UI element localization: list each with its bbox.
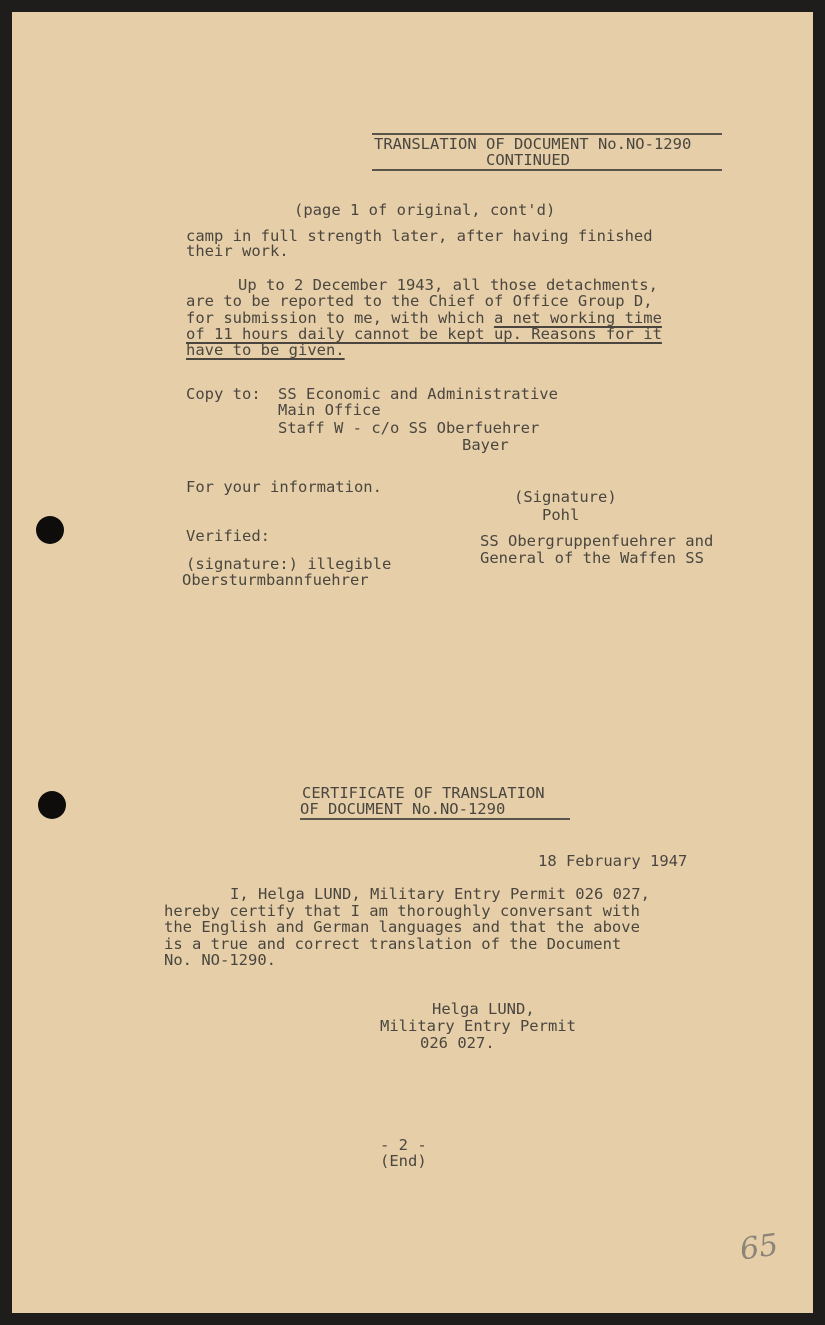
certificate-rule [300,818,570,820]
paragraph2-line3 [186,310,662,326]
paragraph2-line3-underlined: a net working time [493,309,662,327]
end-marker: (End) [380,1152,427,1170]
certificate-body-line4: is a true and correct translation of the Document [164,935,622,953]
certificate-body-line3: the English and German languages and that the above [164,918,640,936]
copy-to-line1: SS Economic and Administrative [278,385,558,403]
paragraph1-line2: their work. [186,242,289,260]
paragraph2-line4: of 11 hours daily cannot be kept up. Reasons for it [186,325,662,343]
for-information: For your information. [186,478,382,496]
paragraph2-line3-plain: for submission to me, with which [186,309,494,327]
paragraph1-line1: camp in full strength later, after having finished [186,227,653,245]
certificate-title: CERTIFICATE OF TRANSLATION [302,784,545,802]
paragraph2-line5: have to be given. [186,341,345,359]
certificate-body-line1: I, Helga LUND, Military Entry Permit 026 027, [230,885,650,903]
copy-to-label: Copy to: [186,385,261,403]
signer-permit: Military Entry Permit [380,1017,576,1035]
page-number: - 2 - [380,1136,427,1154]
certificate-body-line2: hereby certify that I am thoroughly conversant with [164,902,640,920]
signature-label: (Signature) [514,488,617,506]
header-continued: CONTINUED [486,151,570,169]
header-bottom-rule [372,169,722,171]
copy-to-line4: Bayer [462,436,509,454]
copy-to-line2: Main Office [278,401,381,419]
signature-name: Pohl [542,506,580,524]
certificate-body-line5: No. NO-1290. [164,951,276,969]
header-title: TRANSLATION OF DOCUMENT No.NO-1290 [374,135,692,153]
punch-hole-lower [38,791,66,819]
signature-rank2: General of the Waffen SS [480,549,704,567]
certificate-date: 18 February 1947 [538,852,688,870]
certificate-subtitle: OF DOCUMENT No.NO-1290 [300,800,506,818]
verified-label: Verified: [186,527,270,545]
copy-to-line3: Staff W - c/o SS Oberfuehrer [278,419,540,437]
signer-name: Helga LUND, [432,1000,535,1018]
paragraph2-line1: Up to 2 December 1943, all those detachments, [238,276,658,294]
verified-signature: (signature:) illegible [186,555,392,573]
document-page [12,12,813,1313]
page-reference: (page 1 of original, cont'd) [294,201,556,219]
signature-rank1: SS Obergruppenfuehrer and [480,532,714,550]
verified-rank: Obersturmbannfuehrer [182,571,369,589]
punch-hole-upper [36,516,64,544]
handwritten-mark: 65 [737,1227,781,1268]
paragraph2-line2: are to be reported to the Chief of Office Group D, [186,292,653,310]
signer-number: 026 027. [420,1034,495,1052]
